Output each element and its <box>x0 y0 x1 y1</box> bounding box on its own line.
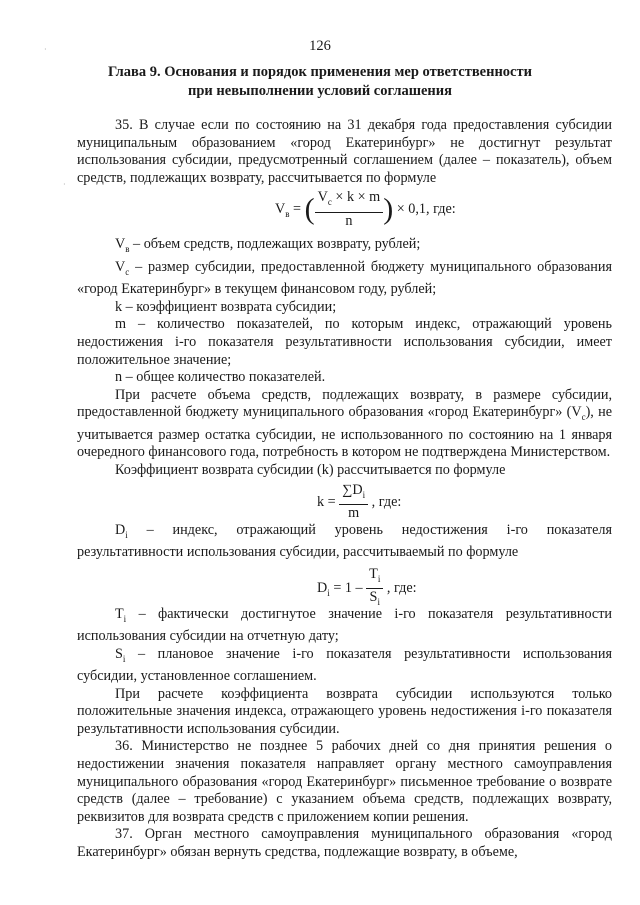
formula-where: , где: <box>426 201 456 218</box>
def-si: $S_i$ – плановое значение i-го показателя результативности использования субсидии, установленное соглашением. <box>77 645 612 685</box>
formula-where: , где: <box>383 579 417 596</box>
formula-lhs: $V_в$ <box>275 201 290 219</box>
equals-sign: = 1 – <box>329 579 367 596</box>
paragraph-calc: При расчете объема средств, подлежащих возврату, в размере субсидии, предоставленной бюджету муниципального образования «город Екатеринбург» $(V_c)$, не учитывается размер остатка субсидии, не использованного по состоянию на 1 января очередного финансового года, потребность в котором не подтверждена Министерством. <box>77 386 612 461</box>
document-body <box>77 117 612 862</box>
formula-lhs: $D_i$ <box>317 579 330 598</box>
fraction-numerator: $\sum D_i$ <box>339 482 368 505</box>
paragraph-35: 35. В случае если по состоянию на 31 декабря года предоставления субсидии муниципальным образованием «город Екатеринбург» не достигнут результат использования субсидии, предусмотренный соглашением (далее – показатель), объем средств, подлежащих возврату, рассчитывается по формуле <box>77 117 612 186</box>
page-number: 126 <box>309 38 331 54</box>
paren-close: ) <box>383 193 394 227</box>
paragraph-37: 37. Орган местного самоуправления муниципального образования «город Екатеринбург» обязан вернуть средства, подлежащие возврату, в объеме, <box>77 826 612 860</box>
formula-tail: × 0,1 <box>393 201 427 218</box>
scan-mark: · <box>63 180 66 189</box>
def-ti: $T_i$ – фактически достигнутое значение i-го показателя результативности использования субсидии на отчетную дату; <box>77 605 612 645</box>
formula-coefficient <box>77 480 612 522</box>
chapter-title-line-1: Глава 9. Основания и порядок применения мер ответственности <box>108 64 532 80</box>
formula-where: , где: <box>368 493 402 510</box>
fraction-numerator: $V_c \times k \times m$ <box>315 189 384 212</box>
chapter-title-line-2: при невыполнении условий соглашения <box>188 83 452 99</box>
formula-lhs: k = <box>317 493 340 510</box>
def-m: m – количество показателей, по которым индекс, отражающий уровень недостижения i-го показателя результативности использования субсидии, имеет положительное значение; <box>77 316 612 368</box>
formula-volume <box>77 187 612 236</box>
fraction-denominator: n <box>345 212 353 229</box>
def-di: $D_i$ – индекс, отражающий уровень недостижения i-го показателя результативности использования субсидии, рассчитываемый по формуле <box>77 521 612 560</box>
paragraph-36: 36. Министерство не позднее 5 рабочих дней со дня принятия решения о недостижении значения показателя направляет органу местного самоуправления муниципального образования «город Екатеринбург» письменное требование о возврате средств (далее – требование) с указанием объема средств, подлежащих возврату, реквизитов для возврата средств с приложением копии решения. <box>77 738 612 825</box>
formula-fraction <box>315 189 384 230</box>
fraction-numerator: $T_i$ <box>366 566 383 589</box>
formula-fraction <box>366 566 383 612</box>
equals-sign: = <box>289 201 305 218</box>
paragraph-positive: При расчете коэффициента возврата субсидии используются только положительные значения индекса, отражающего уровень недостижения i-го показателя результативности использования субсидии. <box>77 685 612 737</box>
scan-mark: · <box>44 45 47 54</box>
formula-fraction <box>339 482 368 523</box>
def-vc: $V_c$ – размер субсидии, предоставленной бюджету муниципального образования «город Екатеринбург» в текущем финансовом году, рублей; <box>77 258 612 298</box>
def-n: n – общее количество показателей. <box>115 369 326 386</box>
def-vv: $V_в$ – объем средств, подлежащих возврату, рублей; <box>115 236 421 255</box>
fraction-denominator: $S_i$ <box>369 589 380 607</box>
fraction-denominator: m <box>348 505 360 521</box>
def-k: k – коэффициент возврата субсидии; <box>115 298 337 315</box>
chapter-title <box>60 63 580 101</box>
formula-index <box>77 562 612 606</box>
paragraph-coef: Коэффициент возврата субсидии (k) рассчитывается по формуле <box>115 461 506 478</box>
paren-open: ( <box>304 193 315 227</box>
